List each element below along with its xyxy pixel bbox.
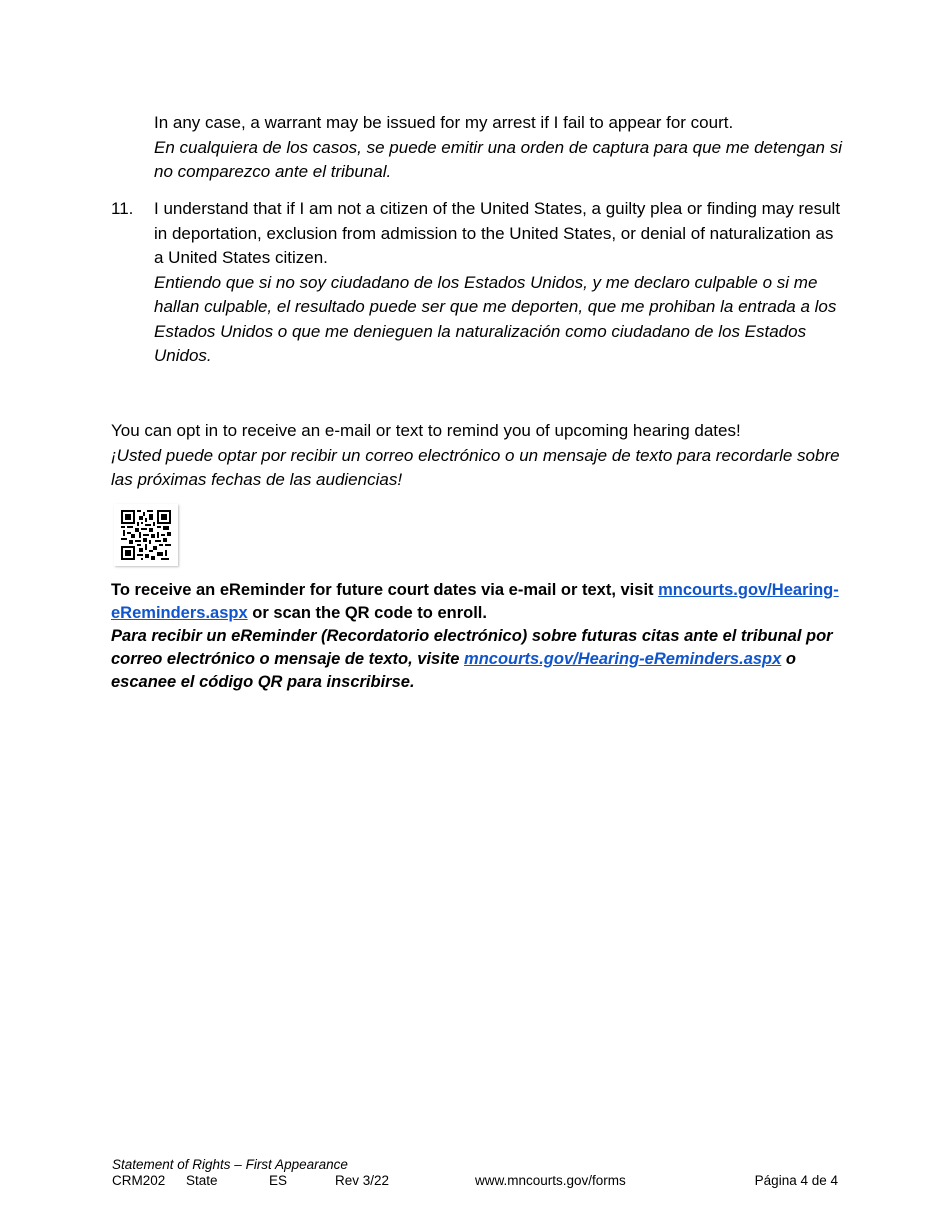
footer-jurisdiction: State bbox=[186, 1173, 218, 1188]
ereminder-link-es[interactable]: mncourts.gov/Hearing-eReminders.aspx bbox=[464, 650, 782, 668]
ereminder-link-en[interactable]: mncourts.gov/Hearing-eReminders.aspx bbox=[111, 581, 839, 622]
ereminder-text-en bbox=[111, 579, 846, 625]
footer-page-number: Página 4 de 4 bbox=[754, 1173, 838, 1188]
footer-language: ES bbox=[269, 1173, 288, 1188]
warrant-text-en: In any case, a warrant may be issued for my arrest if I fail to appear for court. bbox=[154, 113, 734, 132]
page-footer bbox=[112, 1157, 842, 1189]
citizenship-text-es: Entiendo que si no soy ciudadano de los Estados Unidos, y me declaro culpable o si me hallan culpable, el resultado puede ser que me deporten, que me prohiban la entrada a los Estados Unidos o que me denieguen la naturalización como ciudadano de los Estados Unidos. bbox=[154, 272, 837, 365]
footer-revision: Rev 3/22 bbox=[335, 1173, 390, 1188]
footer-title: Statement of Rights – First Appearance bbox=[112, 1157, 348, 1172]
footer-row bbox=[112, 1173, 842, 1189]
opt-in-text-es: ¡Usted puede optar por recibir un correo electrónico o un mensaje de texto para recordarle sobre las próximas fechas de las audiencias! bbox=[111, 445, 840, 489]
qr-code-graphic bbox=[121, 510, 171, 560]
list-item-number: 11. bbox=[111, 199, 134, 218]
warrant-text-es: En cualquiera de los casos, se puede emitir una orden de captura para que me detengan si no comparezco ante el tribunal. bbox=[154, 137, 843, 181]
qr-code-icon[interactable] bbox=[114, 504, 178, 566]
opt-in-section bbox=[111, 419, 841, 493]
item-10-continuation bbox=[154, 111, 844, 185]
footer-website: www.mncourts.gov/forms bbox=[475, 1173, 626, 1188]
ereminder-en-before: To receive an eReminder for future court dates via e-mail or text, visit bbox=[111, 581, 659, 599]
citizenship-text-en: I understand that if I am not a citizen of the United States, a guilty plea or finding may result in deportation, exclusion from admission to the United States, or denial of naturalization as a United States citizen. bbox=[154, 199, 841, 267]
ereminder-es-after: o escanee el código QR para inscribirse. bbox=[111, 650, 796, 691]
ereminder-section bbox=[111, 579, 846, 694]
footer-form-id: CRM202 bbox=[112, 1173, 166, 1188]
list-item-text bbox=[154, 197, 844, 369]
ereminder-en-after: or scan the QR code to enroll. bbox=[247, 604, 487, 622]
ereminder-text-es bbox=[111, 625, 846, 694]
opt-in-text-en: You can opt in to receive an e-mail or text to remind you of upcoming hearing dates! bbox=[111, 421, 741, 440]
ereminder-es-before: Para recibir un eReminder (Recordatorio electrónico) sobre futuras citas ante el tribunal por correo electrónico o mensaje de texto, visite bbox=[111, 627, 833, 668]
